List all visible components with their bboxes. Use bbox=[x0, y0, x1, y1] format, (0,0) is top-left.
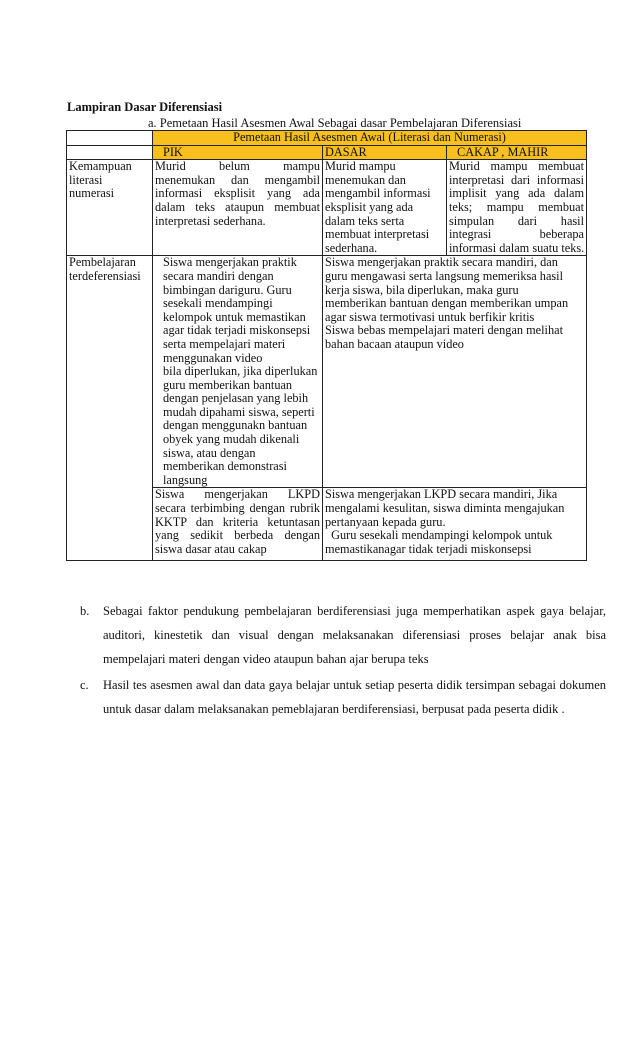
text-line: Siswa mengerjakan praktik bbox=[163, 255, 297, 270]
text-line: memastikanagar tidak terjadi miskonsepsi bbox=[325, 541, 532, 556]
text-line: Siswa bebas mempelajari materi dengan melihat bbox=[325, 323, 563, 338]
text-line: integrasi beberapa bbox=[449, 227, 585, 242]
text-line: bahan bacaan ataupun video bbox=[325, 336, 464, 351]
blank-corner-cell-2 bbox=[67, 145, 153, 160]
text-line: agar siswa termotivasi untuk berfikir kritis bbox=[325, 309, 535, 324]
list-item bbox=[80, 673, 606, 721]
text-line: pertanyaan kepada guru. bbox=[325, 514, 446, 529]
list-item-marker: b. bbox=[80, 604, 90, 618]
text-line: Siswa mengerjakan LKPD bbox=[155, 487, 320, 502]
text-line: guru memberikan bantuan bbox=[163, 377, 293, 392]
text-line: kerja siswa, bila diperlukan, maka guru bbox=[325, 282, 519, 297]
text-line: dengan menggunakn bantuan bbox=[163, 418, 308, 433]
text-line: obyek yang mudah dikenali bbox=[163, 432, 300, 447]
column-header-pik: PIK bbox=[153, 145, 323, 160]
text-line: secara mandiri dengan bbox=[163, 268, 274, 283]
text-line: sederhana. bbox=[325, 240, 378, 255]
row-learning-pik bbox=[153, 256, 323, 488]
text-line: mengambil informasi bbox=[325, 186, 431, 201]
text-line: memberikan bantuan dengan memberikan umpan bbox=[325, 296, 569, 311]
list-item bbox=[80, 599, 606, 671]
row-learning-dasar-cakap bbox=[323, 256, 587, 488]
text-line: sesekali mendampingi bbox=[163, 296, 273, 311]
table-row bbox=[67, 160, 587, 256]
text-line: secara terbimbing dengan rubrik bbox=[155, 501, 320, 516]
text-line: menggunakan video bbox=[163, 350, 263, 365]
text-line: simpulan dari hasil bbox=[449, 213, 585, 228]
list-item-text: Sebagai faktor pendukung pembelajaran berdiferensiasi juga memperhatikan aspek gaya belajar, auditori, kinestetik dan visual dengan melaksanakan diferensiasi proses belajar anak bisa mempelajari materi dengan video ataupun bahan ajar berupa teks bbox=[103, 604, 606, 666]
text-line: bila diperlukan, jika diperlukan bbox=[163, 364, 318, 379]
text-line: mudah dipahami siswa, seperti bbox=[163, 404, 315, 419]
text-line: Siswa mengerjakan praktik secara mandiri, dan bbox=[325, 255, 558, 270]
row-ability-dasar bbox=[323, 160, 447, 256]
text-line: menemukan dan bbox=[325, 172, 406, 187]
row-lkpd-pik bbox=[153, 488, 323, 561]
text-line: mengalami kesulitan, siswa diminta mengajukan bbox=[325, 501, 565, 516]
text-line: Murid belum mampu bbox=[155, 159, 320, 174]
text-line: dengan penjelasan yang lebih bbox=[163, 391, 309, 406]
row-ability-cakap bbox=[447, 160, 587, 256]
text-line: interpretasi dari informasi bbox=[449, 172, 585, 187]
text-line: informasi dalam suatu teks. bbox=[449, 240, 585, 255]
text-line: Murid mampu membuat bbox=[449, 159, 585, 174]
text-line: memberikan demonstrasi bbox=[163, 459, 287, 474]
text-line: dalam teks serta bbox=[325, 213, 405, 228]
row-ability-pik bbox=[153, 160, 323, 256]
text-line: siswa dasar atau cakap bbox=[155, 541, 267, 556]
list-item-marker: c. bbox=[80, 678, 89, 692]
text-line: serta mempelajari materi bbox=[163, 336, 286, 351]
text-line: membuat interpretasi bbox=[325, 227, 430, 242]
text-line: dalam teks ataupun membuat bbox=[155, 199, 320, 214]
text-line: Pembelajaran bbox=[69, 255, 136, 270]
text-line: eksplisit yang ada bbox=[325, 199, 414, 214]
text-line: numerasi bbox=[69, 186, 115, 201]
text-line: siswa, atau dengan bbox=[163, 445, 256, 460]
row-lkpd-dasar-cakap bbox=[323, 488, 587, 561]
table-main-header: Pemetaan Hasil Asesmen Awal (Literasi dan Numerasi) bbox=[153, 131, 587, 146]
section-subtitle: a. Pemetaan Hasil Asesmen Awal Sebagai dasar Pembelajaran Diferensiasi bbox=[148, 116, 522, 130]
text-line: Murid mampu bbox=[325, 159, 396, 174]
column-header-dasar: DASAR bbox=[323, 145, 447, 160]
appendix-title: Lampiran Dasar Diferensiasi bbox=[67, 100, 223, 114]
text-line: interpretasi sederhana. bbox=[155, 213, 266, 228]
text-line: Kemampuan bbox=[69, 159, 132, 174]
text-line: teks; mampu membuat bbox=[449, 199, 585, 214]
row-label-ability bbox=[67, 160, 153, 256]
text-line: implisit yang ada dalam bbox=[449, 186, 585, 201]
row-label-differentiated bbox=[67, 256, 153, 561]
text-line: literasi bbox=[69, 172, 103, 187]
text-line: kelompok untuk memastikan bbox=[163, 309, 306, 324]
text-line: KKTP dan kriteria ketuntasan bbox=[155, 514, 320, 529]
text-line: bimbingan dariguru. Guru bbox=[163, 282, 292, 297]
text-line: Siswa mengerjakan LKPD secara mandiri, Jika bbox=[325, 487, 558, 502]
blank-corner-cell bbox=[67, 131, 153, 146]
table-column-header-row bbox=[67, 145, 587, 160]
table-header-row bbox=[67, 131, 587, 146]
text-line: langsung bbox=[163, 472, 208, 487]
text-line: informasi eksplisit yang ada bbox=[155, 186, 320, 201]
text-line: yang sedikit berbeda dengan bbox=[155, 528, 320, 543]
assessment-mapping-table bbox=[66, 130, 587, 561]
column-header-cakap: CAKAP , MAHIR bbox=[447, 145, 587, 160]
text-line: terdeferensiasi bbox=[69, 268, 141, 283]
table-row bbox=[67, 256, 587, 488]
text-line: guru mengawasi serta langsung memeriksa hasil bbox=[325, 268, 564, 283]
list-item-text: Hasil tes asesmen awal dan data gaya belajar untuk setiap peserta didik tersimpan sebagai dokumen untuk dasar dalam melaksanakan pemeblajaran berdiferensiasi, berpusat pada peserta didik . bbox=[103, 678, 606, 716]
text-line: Guru sesekali mendampingi kelompok untuk bbox=[325, 528, 553, 543]
text-line: agar tidak terjadi miskonsepsi bbox=[163, 323, 311, 338]
text-line: menemukan dan mengambil bbox=[155, 172, 320, 187]
